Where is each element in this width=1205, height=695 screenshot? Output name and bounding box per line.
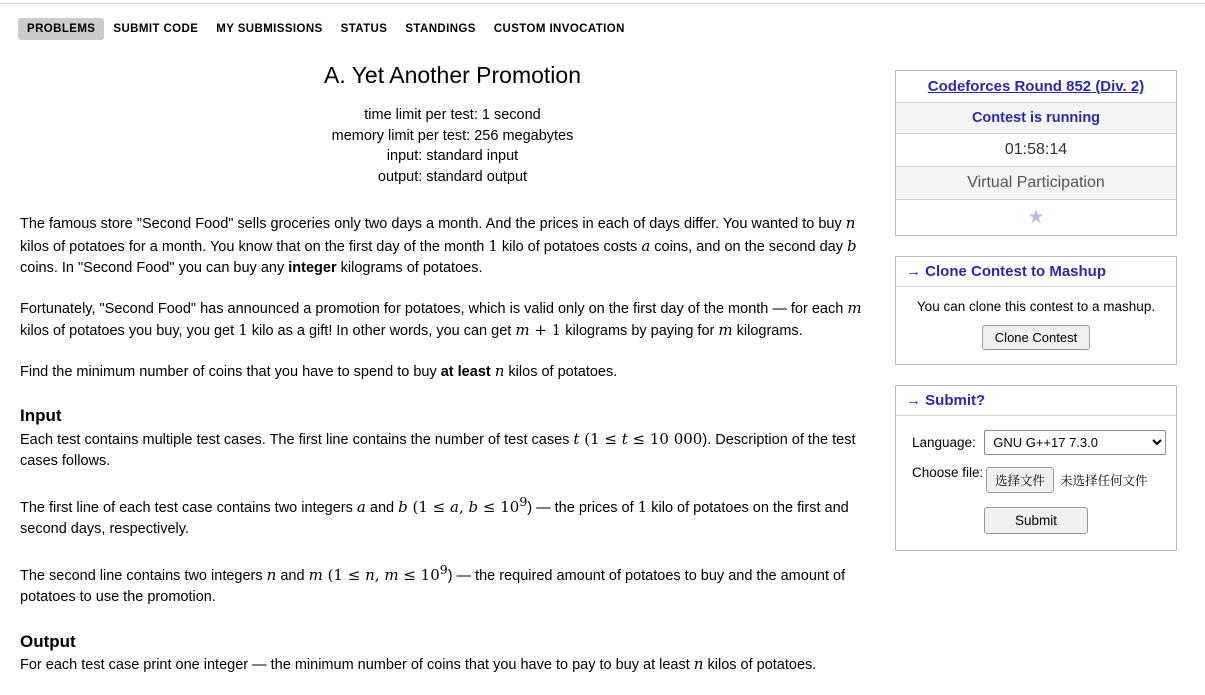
text-fragment: Each test contains multiple test cases. The first line contains the number of test cases (20, 431, 574, 448)
math-n: n (693, 655, 704, 673)
input-paragraph-1 (20, 429, 885, 473)
text-fragment: kilograms by paying for (561, 323, 719, 339)
output-paragraph-1 (20, 654, 885, 677)
text-fragment: kilo as a gift! In other words, you can get (247, 323, 516, 339)
math-n: n (494, 361, 505, 380)
text-fragment: The second line contains two integers (20, 567, 267, 584)
text-fragment: coins. In "Second Food" you can buy any (20, 260, 289, 276)
clone-contest-text: You can clone this contest to a mashup. (916, 299, 1156, 314)
math-m: m (847, 298, 862, 317)
statement-paragraph-2 (20, 298, 885, 343)
math-a: a (356, 497, 366, 516)
file-input[interactable] (986, 465, 1148, 493)
math-a: a (641, 236, 651, 255)
nav-item-status[interactable]: STATUS (340, 23, 388, 35)
statement-text (20, 213, 885, 677)
text-fragment: kilo of potatoes on the first and second days, respectively. (20, 499, 849, 537)
virtual-participation-label[interactable]: Virtual Participation (896, 167, 1176, 200)
text-fragment: kilos of potatoes for a month. You know that on the first day of the month (20, 238, 489, 255)
choose-file-label: Choose file: (912, 465, 984, 480)
text-fragment: coins, and on the second day (650, 238, 847, 255)
text-emphasis-integer: integer (288, 260, 337, 276)
text-emphasis-at-least: at least (440, 363, 495, 380)
nav-item-custom-invocation[interactable]: CUSTOM INVOCATION (493, 23, 625, 35)
contest-status: Contest is running (896, 103, 1176, 134)
math-n: n (266, 565, 277, 584)
math-range-ab: (1 ≤ a, $b \le 10^9$ (407, 493, 528, 516)
text-fragment: kilos of potatoes you buy, you get (20, 323, 239, 339)
submit-header[interactable]: → Submit? (896, 386, 1176, 416)
math-1: 1 (488, 236, 498, 255)
statement-paragraph-1 (20, 213, 885, 280)
text-fragment: The famous store "Second Food" sells groceries only two days a month. And the prices in each of days differ. You wanted to buy (20, 216, 846, 232)
page-body (0, 40, 1205, 695)
submit-button[interactable]: Submit (984, 507, 1088, 534)
clone-contest-body (896, 287, 1176, 364)
math-m: m (718, 321, 733, 339)
input-paragraph-3 (20, 559, 885, 609)
submit-button-wrap (906, 507, 1166, 534)
clone-contest-box (895, 256, 1177, 365)
math-range-t: (1 ≤ t ≤ 10 000 (579, 429, 703, 448)
text-fragment: The first line of each test case contains two integers (20, 499, 357, 516)
nav-item-submit-code[interactable]: SUBMIT CODE (113, 23, 199, 35)
math-1: 1 (238, 321, 248, 339)
star-icon[interactable]: ★ (1027, 207, 1045, 228)
math-m-plus-1: m (515, 321, 530, 339)
problem-limits (20, 105, 885, 187)
submit-box (895, 385, 1177, 551)
section-heading-input: Input (20, 406, 62, 425)
page-title: A. Yet Another Promotion (323, 62, 581, 88)
text-fragment: kilograms of potatoes. (336, 260, 483, 276)
text-fragment: and (365, 499, 399, 516)
input-spec: input: standard input (386, 148, 519, 164)
text-fragment: kilos of potatoes. (703, 657, 817, 673)
clone-contest-button[interactable]: Clone Contest (982, 325, 1090, 350)
text-fragment: ) — the prices of (527, 499, 638, 516)
math-b: b (846, 236, 857, 255)
choose-file-row (906, 465, 1166, 493)
submit-form (896, 416, 1176, 550)
math-m: m (308, 565, 323, 584)
text-fragment: kilograms. (732, 323, 803, 339)
output-spec: output: standard output (377, 168, 528, 185)
math-n: n (845, 214, 856, 232)
problem-statement-panel (0, 40, 885, 695)
contest-countdown: 01:58:14 (896, 134, 1176, 167)
text-fragment: For each test case print one integer — the minimum number of coins that you have to pay to buy at least (20, 657, 694, 673)
nav-item-problems[interactable]: PROBLEMS (18, 18, 104, 40)
contest-title-row (896, 71, 1176, 103)
memory-limit: memory limit per test: 256 megabytes (331, 127, 574, 144)
language-row (906, 430, 1166, 455)
nav-item-standings[interactable]: STANDINGS (405, 23, 476, 35)
sidebar (895, 70, 1177, 571)
statement-paragraph-3 (20, 361, 885, 384)
text-fragment: and (276, 567, 309, 584)
main-nav (0, 4, 1205, 40)
nav-item-my-submissions[interactable]: MY SUBMISSIONS (216, 23, 323, 35)
contest-box (895, 70, 1177, 236)
contest-title-link[interactable]: Codeforces Round 852 (Div. 2) (927, 78, 1145, 95)
math-t: t (573, 429, 580, 448)
math-range-nm: (1 ≤ n, $m \le 10^9$ (322, 561, 448, 584)
language-label: Language: (912, 434, 976, 450)
clone-contest-header[interactable]: → Clone Contest to Mashup (896, 257, 1176, 287)
text-fragment: ) — the required amount of potatoes to buy and the amount of potatoes to use the promotion. (20, 567, 846, 605)
input-paragraph-2 (20, 491, 885, 541)
time-limit: time limit per test: 1 second (364, 107, 541, 123)
choose-file-button[interactable]: 选择文件 (986, 467, 1054, 493)
section-heading-output: Output (20, 631, 76, 651)
math-b: b (398, 497, 408, 516)
text-fragment: Fortunately, "Second Food" has announced a promotion for potatoes, which is valid only on the first day of the month — for each (20, 300, 848, 317)
math-plus: + 1 (529, 321, 562, 339)
text-fragment: ). Description of the test cases follows. (20, 431, 856, 469)
text-fragment: kilo of potatoes costs (497, 238, 642, 255)
text-fragment: kilos of potatoes. (504, 363, 618, 380)
language-select[interactable] (984, 430, 1166, 455)
text-fragment: Find the minimum number of coins that you have to spend to buy (20, 363, 441, 380)
math-1: 1 (637, 497, 648, 516)
selected-file-name: 未选择任何文件 (1060, 474, 1148, 488)
favourite-row (896, 200, 1176, 235)
